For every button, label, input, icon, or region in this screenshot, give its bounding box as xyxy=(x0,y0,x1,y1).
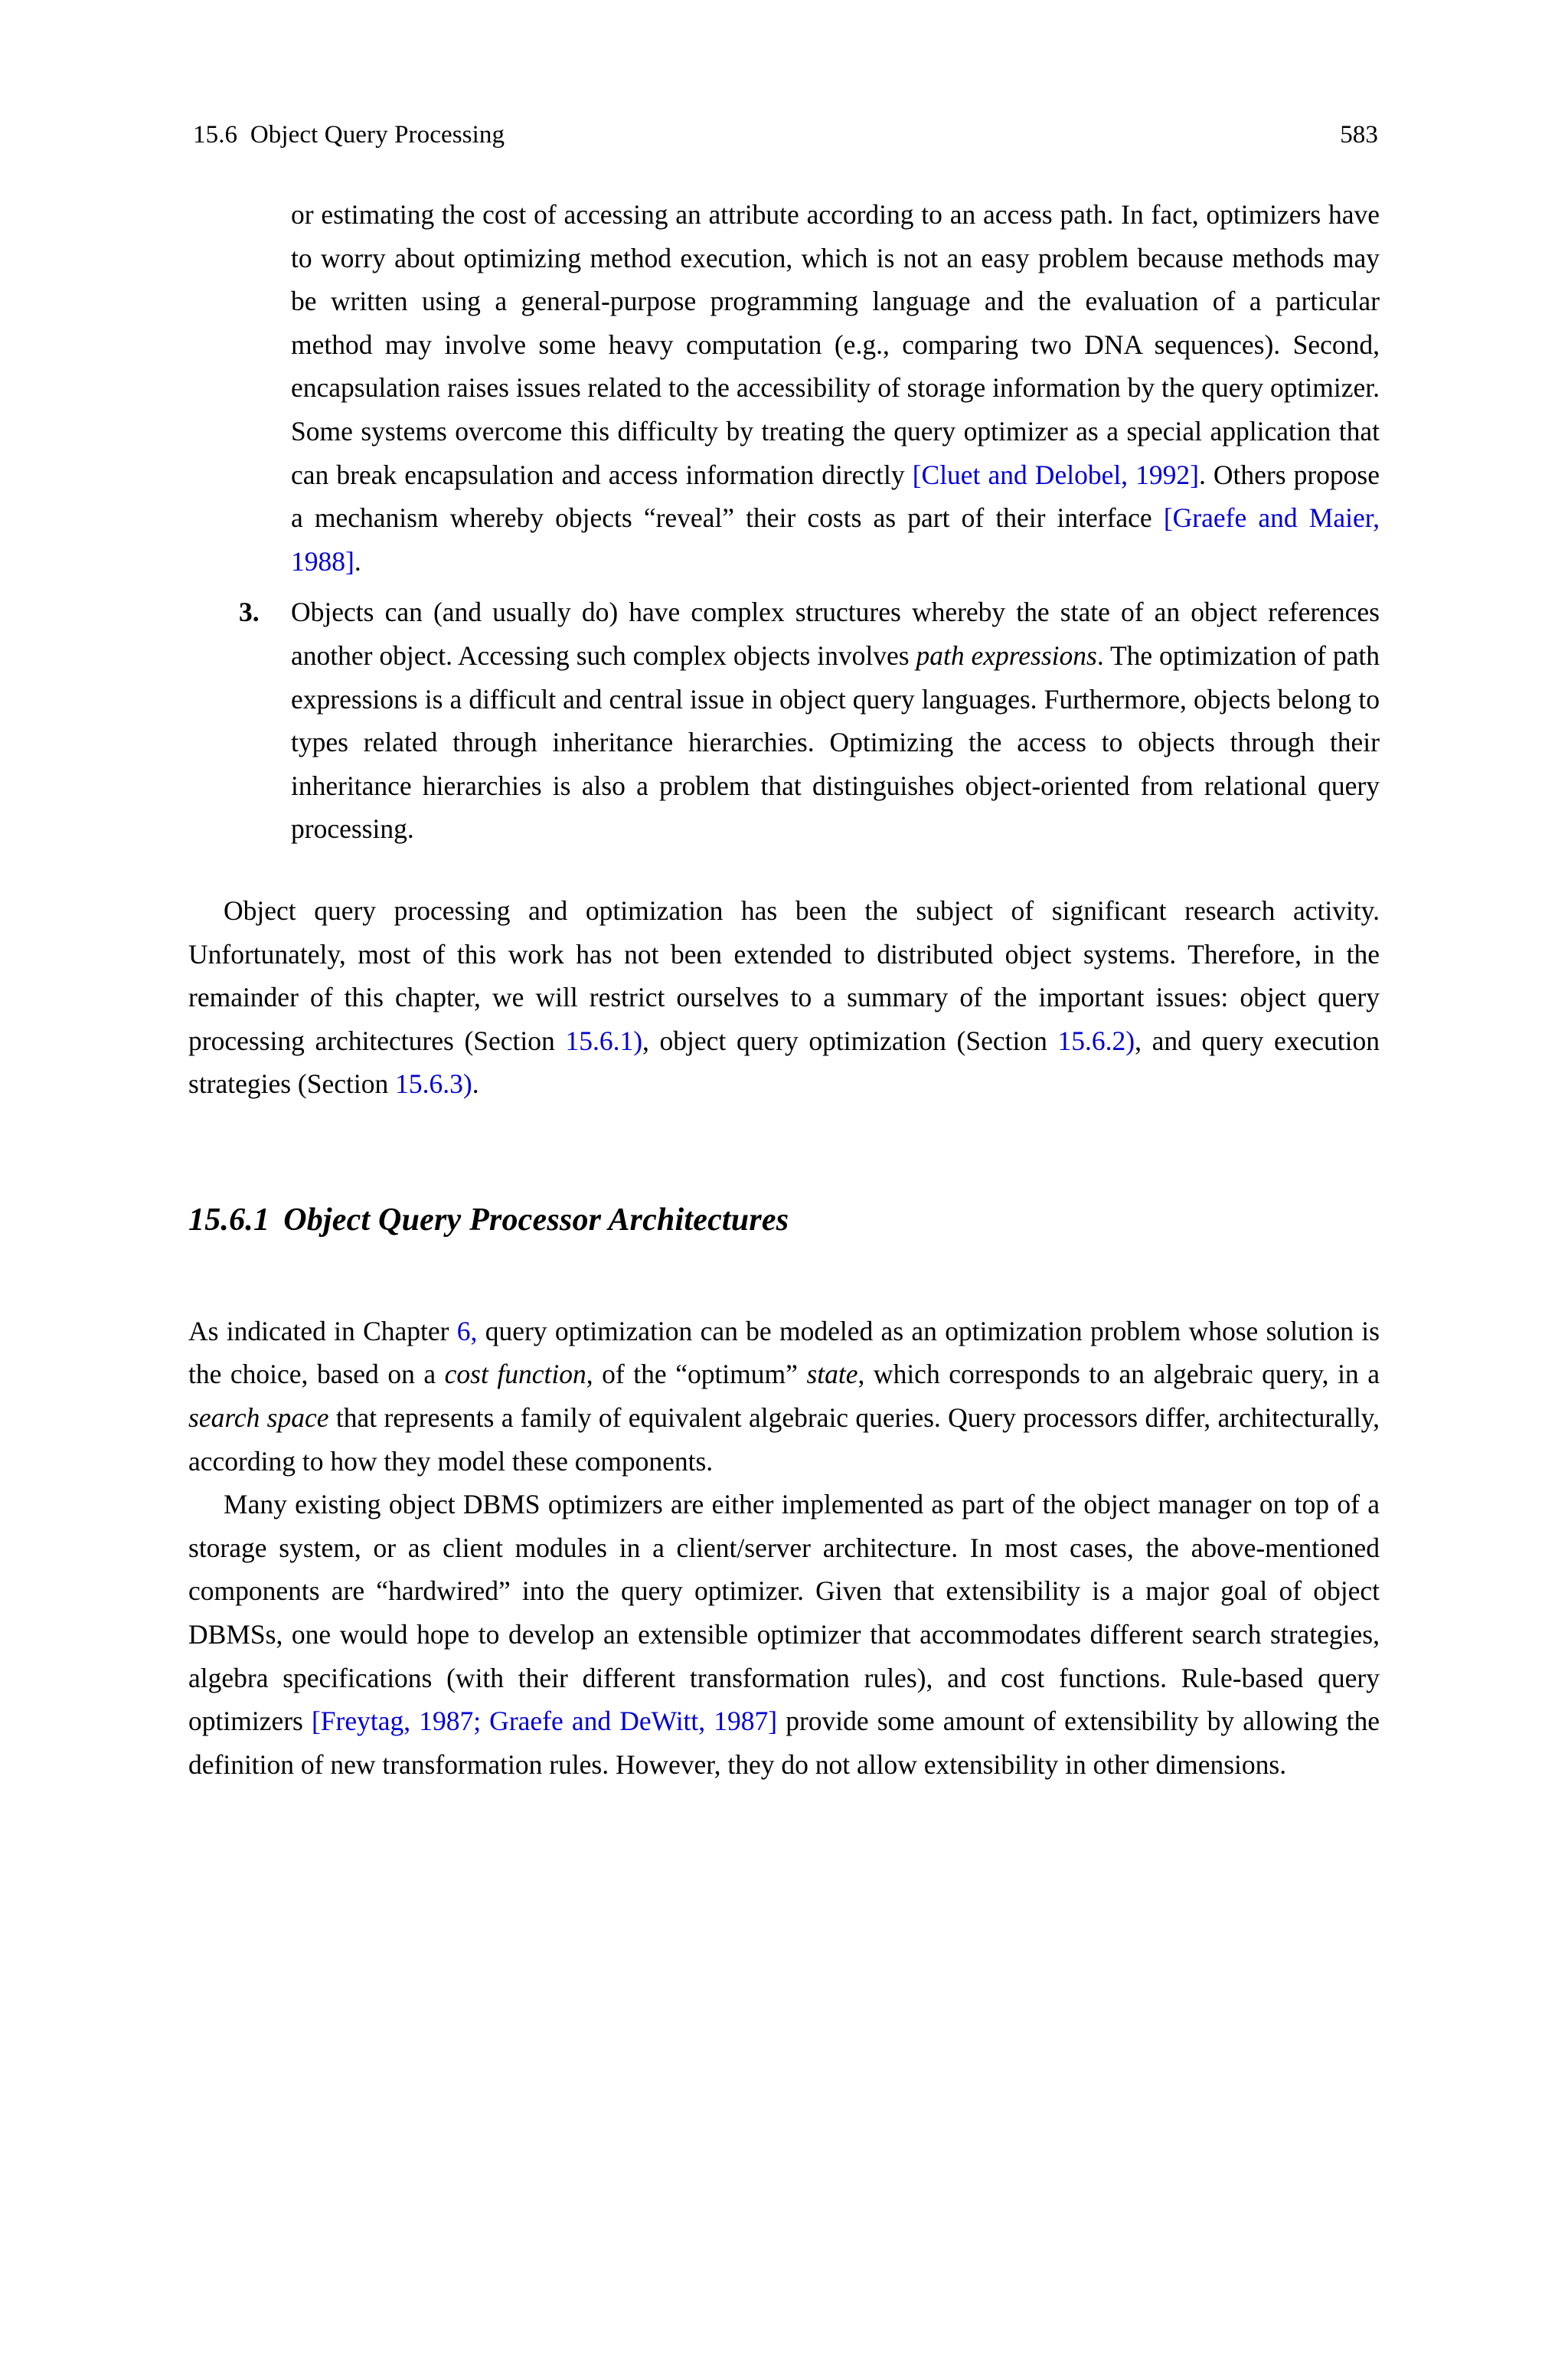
architectures-text-part-4: , which corresponds to an algebraic query, in a xyxy=(858,1359,1380,1390)
continuation-text-part-2: . Others propose a mechanism whereby objects “reveal” their costs as part of their interface xyxy=(291,459,1380,534)
section-ref-15-6-2[interactable]: 15.6.2) xyxy=(1057,1025,1135,1056)
architectures-text-part-2: query optimization can be modeled as an optimization problem whose solution is the choice, based on a xyxy=(188,1315,1380,1390)
summary-paragraph xyxy=(188,889,1380,1106)
chapter-ref-6[interactable]: 6, xyxy=(456,1315,478,1346)
summary-text-part-1: Object query processing and optimization has been the subject of significant research activity. Unfortunately, most of this work has not been extended to distributed object systems. Therefore, in the remainder of this chapter, we will restrict ourselves to a summary of the important issues: object query processing architectures (Section xyxy=(188,895,1380,1056)
list-item-marker: 3. xyxy=(239,597,260,628)
section-ref-15-6-1[interactable]: 15.6.1) xyxy=(565,1025,643,1056)
page-number: 583 xyxy=(1340,121,1378,149)
running-head xyxy=(193,123,1378,148)
spacer-after-heading xyxy=(188,1236,1380,1310)
list-item-text-part-1: Objects can (and usually do) have complex structures whereby the state of an object references another object. Accessing such complex objects involves xyxy=(291,597,1380,671)
continuation-text-part-3: . xyxy=(354,545,361,577)
summary-text-part-3: , and query execution strategies (Section xyxy=(188,1025,1380,1100)
section-heading-title: Object Query Processor Architectures xyxy=(283,1202,789,1238)
emphasis-search-space: search space xyxy=(188,1402,329,1434)
emphasis-state: state xyxy=(806,1359,858,1390)
summary-text-part-4: . xyxy=(472,1068,479,1100)
citation-freytag-graefe-dewitt[interactable]: [Freytag, 1987; Graefe and DeWitt, 1987] xyxy=(311,1706,778,1737)
section-ref-15-6-3[interactable]: 15.6.3) xyxy=(395,1068,472,1100)
list-item-text-part-2: . The optimization of path expressions is a difficult and central issue in object query languages. Furthermore, objects belong to types related through inheritance hierarchies. Optimizing the access to objects through their inheritance hierarchies is also a problem that distinguishes object-oriented from relational query processing. xyxy=(291,639,1380,845)
citation-graefe-maier[interactable]: [Graefe and Maier, 1988] xyxy=(291,502,1380,577)
running-head-title: 15.6 Object Query Processing xyxy=(193,121,505,149)
emphasis-path-expressions: path expressions xyxy=(916,639,1097,671)
numbered-list xyxy=(188,590,1380,851)
optimizers-text-part-1: Many existing object DBMS optimizers are either implemented as part of the object manager on top of a storage system, or as client modules in a client/server architecture. In most cases, the above-mentioned components are “hardwired” into the query optimizer. Given that extensibility is a major goal of object DBMSs, one would hope to develop an extensible optimizer that accommodates different search strategies, algebra specifications (with their different transformation rules), and cost functions. Rule-based query optimizers xyxy=(188,1489,1380,1737)
optimizers-text-part-2: provide some amount of extensibility by allowing the definition of new transformation rules. However, they do not allow extensibility in other dimensions. xyxy=(188,1706,1380,1780)
continuation-text-part-1: or estimating the cost of accessing an attribute according to an access path. In fact, optimizers have to worry about optimizing method execution, which is not an easy problem because methods may be written using a general-purpose programming language and the evaluation of a particular method may involve some heavy computation (e.g., comparing two DNA sequences). Second, encapsulation raises issues related to the accessibility of storage information by the query optimizer. Some systems overcome this difficulty by treating the query optimizer as a special application that can break encapsulation and access information directly xyxy=(291,199,1380,490)
spacer-before-heading xyxy=(188,1106,1380,1204)
list-item xyxy=(239,590,1380,851)
section-heading xyxy=(188,1204,1380,1236)
page-body xyxy=(188,193,1380,1786)
architectures-text-part-1: As indicated in Chapter xyxy=(188,1315,457,1346)
summary-text-part-2: , object query optimization (Section xyxy=(642,1025,1058,1056)
spacer-after-list xyxy=(188,851,1380,889)
architectures-text-part-5: that represents a family of equivalent algebraic queries. Query processors differ, architecturally, according to how they model these components. xyxy=(188,1402,1380,1477)
list-item-text xyxy=(291,590,1380,851)
continuation-paragraph xyxy=(291,193,1380,583)
architectures-text-part-3: , of the “optimum” xyxy=(586,1359,807,1390)
emphasis-cost-function: cost function xyxy=(444,1359,586,1390)
paragraph-optimizers xyxy=(188,1483,1380,1786)
citation-cluet-delobel[interactable]: [Cluet and Delobel, 1992] xyxy=(912,459,1199,490)
section-heading-number: 15.6.1 xyxy=(188,1202,270,1238)
paragraph-architectures xyxy=(188,1310,1380,1483)
